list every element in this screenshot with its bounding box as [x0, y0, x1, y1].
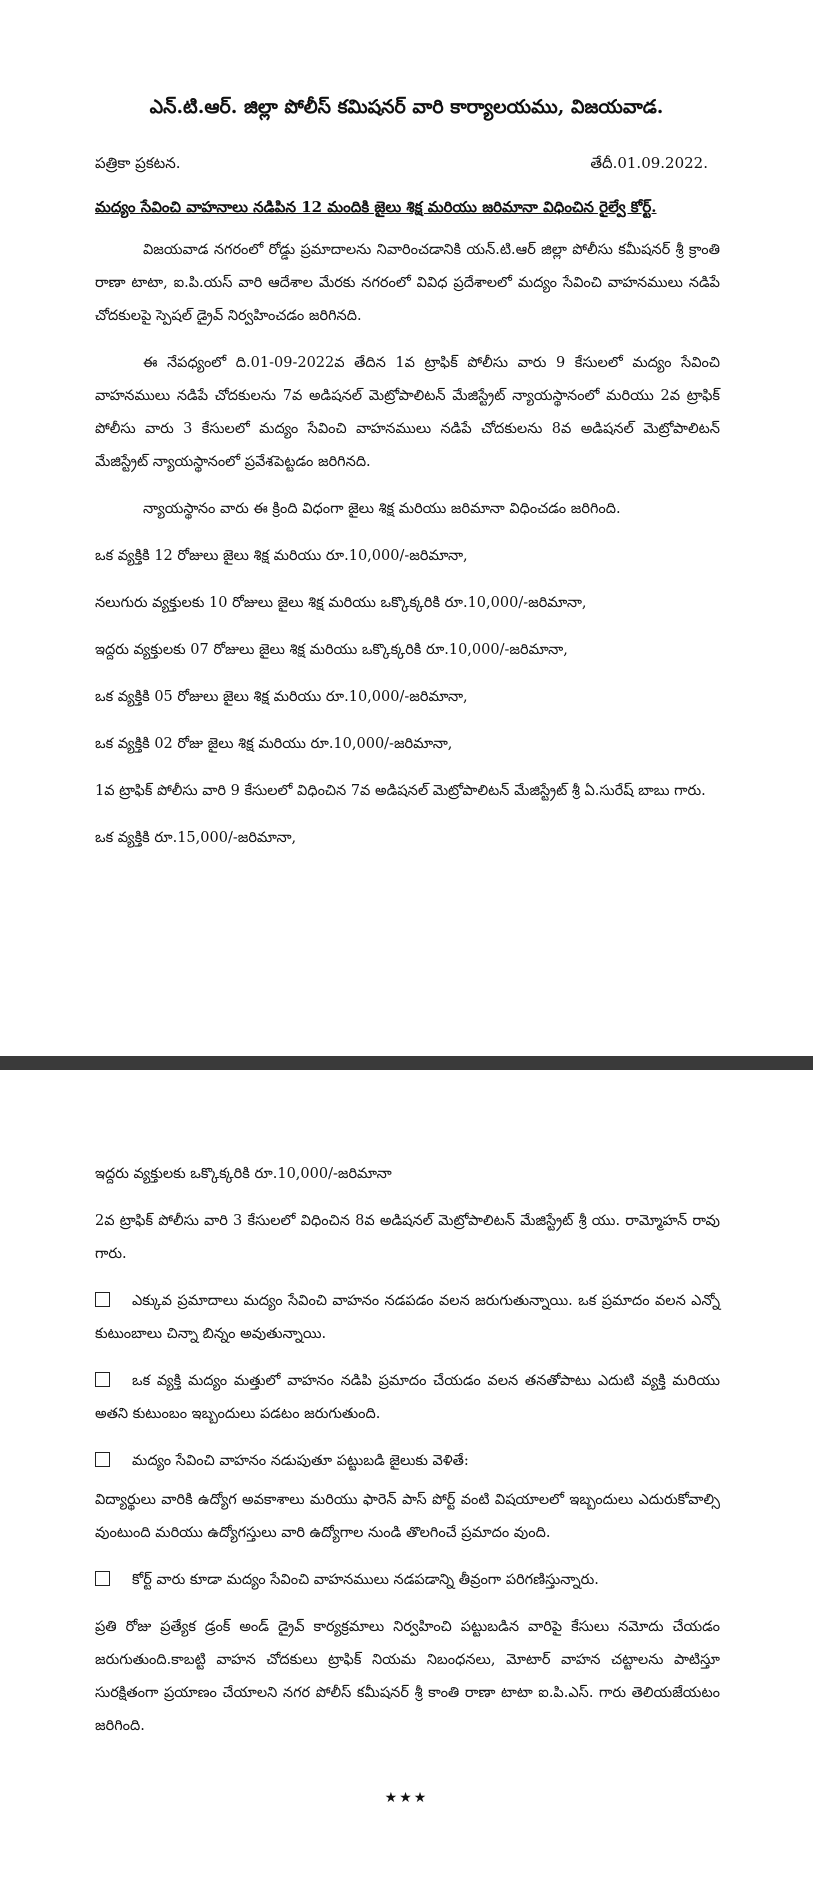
- sentence-line: ఒక వ్యక్తికి 02 రోజు జైలు శిక్ష మరియు రూ.10,000/-జరిమానా,: [95, 736, 453, 752]
- magistrate-one-line: 1వ ట్రాఫిక్ పోలీసు వారి 9 కేసులలో విధించిన 7వ అడిషనల్ మెట్రోపాలిటన్ మేజిస్ట్రేట్ శ్రీ ఏ.సురేష్ బాబు గారు.: [95, 783, 706, 799]
- bullet-item: [95, 1365, 720, 1431]
- page-two: [0, 1070, 813, 1891]
- page-two-body: [95, 1158, 720, 1743]
- fine-line: ఇద్దరు వ్యక్తులకు ఒక్కొక్కరికి రూ.10,000/-జరిమానా: [95, 1166, 392, 1182]
- end-stars: ★★★: [384, 1790, 429, 1806]
- release-date: తేదీ.01.09.2022.: [590, 154, 708, 172]
- fine-line: ఒక వ్యక్తికి రూ.15,000/-జరిమానా,: [95, 830, 297, 846]
- checkbox-bullet-icon: [95, 1452, 110, 1467]
- press-release-label: పత్రికా ప్రకటన.: [95, 154, 181, 172]
- bullet-text: ఎక్కువ ప్రమాదాలు మద్యం సేవించి వాహనం నడపడం వలన జరుగుతున్నాయి. ఒక ప్రమాదం వలన ఎన్నో కుటుంబాలు చిన్నా బిన్నం అవుతున్నాయి.: [95, 1293, 720, 1342]
- magistrate-two-line: 2వ ట్రాఫిక్ పోలీసు వారి 3 కేసులలో విధించిన 8వ అడిషనల్ మెట్రోపాలిటన్ మేజిస్ట్రేట్ శ్రీ యు. రామ్మోహన్ రావు గారు.: [95, 1213, 720, 1262]
- bullet-text: ఒక వ్యక్తి మద్యం మత్తులో వాహనం నడిపి ప్రమాదం చేయడం వలన తనతోపాటు ఎదుటి వ్యక్తి మరియు అతని కుటుంబం ఇబ్బందులు పడటం జరుగుతుంది.: [95, 1373, 720, 1422]
- bullet-text: మద్యం సేవించి వాహనం నడుపుతూ పట్టుబడి జైలుకు వెళితే:: [132, 1453, 469, 1469]
- page-divider: [0, 1056, 813, 1070]
- bullet-item: [95, 1564, 720, 1597]
- bullet-item: [95, 1445, 720, 1478]
- bullet-item: [95, 1285, 720, 1351]
- bullet-detail: విద్యార్థులు వారికి ఉద్యోగ అవకాశాలు మరియు ఫారెన్ పాస్ పోర్ట్ వంటి విషయాలలో ఇబ్బందులు ఎదురుకోవాల్సి వుంటుంది మరియు ఉద్యోగస్తులు వారి ఉద్యోగాల నుండి తొలగించే ప్రమాదం వుంది.: [95, 1492, 720, 1541]
- intro-paragraph: విజయవాడ నగరంలో రోడ్డు ప్రమాదాలను నివారించడానికి యన్.టి.ఆర్ జిల్లా పోలీసు కమీషనర్ శ్రీ క్రాంతి రాణా టాటా, ఐ.పి.యస్ వారి ఆదేశాల మేరకు నగరంలో వివిధ ప్రదేశాలలో మద్యం సేవించి వాహనములు నడిపే చోదకులపై స్పెషల్ డ్రైవ్ నిర్వహించడం జరిగినది.: [95, 242, 720, 324]
- office-heading: ఎన్.టి.ఆర్. జిల్లా పోలీస్ కమిషనర్ వారి కార్యాలయము, విజయవాడ.: [149, 96, 664, 118]
- sentence-line: ఒక వ్యక్తికి 05 రోజులు జైలు శిక్ష మరియు రూ.10,000/-జరిమానా,: [95, 689, 468, 705]
- sentencing-intro: న్యాయస్థానం వారు ఈ క్రింది విధంగా జైలు శిక్ష మరియు జరిమానా విధించడం జరిగింది.: [143, 501, 621, 517]
- sentence-line: నలుగురు వ్యక్తులకు 10 రోజులు జైలు శిక్ష మరియు ఒక్కొక్కరికి రూ.10,000/-జరిమానా,: [95, 595, 587, 611]
- checkbox-bullet-icon: [95, 1372, 110, 1387]
- cases-paragraph: ఈ నేపధ్యంలో ది.01-09-2022వ తేదిన 1వ ట్రాఫిక్ పోలీసు వారు 9 కేసులలో మద్యం సేవించి వాహనములు నడిపే చోదకులను 7వ అడిషనల్ మెట్రోపాలిటన్ మేజిస్ట్రేట్ న్యాయస్థానంలో మరియు 2వ ట్రాఫిక్ పోలీసు వారు 3 కేసులలో మద్యం సేవించి వాహనములు నడిపే చోదకులను 8వ అడిషనల్ మెట్రోపాలిటన్ మేజిస్ట్రేట్ న్యాయస్థానంలో ప్రవేశపెట్టడం జరిగినది.: [95, 355, 720, 470]
- page-one-body: [95, 234, 720, 855]
- closing-paragraph: ప్రతి రోజు ప్రత్యేక డ్రంక్ అండ్ డ్రైవ్ కార్యక్రమాలు నిర్వహించి పట్టుబడిన వారిపై కేసులు నమోదు చేయడం జరుగుతుంది.కాబట్టి వాహన చోదకులు ట్రాఫిక్ నియమ నిబంధనలు, మోటార్ వాహన చట్టాలను పాటిస్తూ సురక్షితంగా ప్రయాణం చేయాలని నగర పోలీస్ కమీషనర్ శ్రీ కాంతి రాణా టాటా ఐ.పి.ఎస్. గారు తెలియజేయటం జరిగింది.: [95, 1619, 720, 1734]
- sentence-line: ఇద్దరు వ్యక్తులకు 07 రోజులు జైలు శిక్ష మరియు ఒక్కొక్కరికి రూ.10,000/-జరిమానా,: [95, 642, 568, 658]
- bullet-text: కోర్ట్ వారు కూడా మద్యం సేవించి వాహనములు నడపడాన్ని తీవ్రంగా పరిగణిస్తున్నారు.: [132, 1572, 599, 1588]
- checkbox-bullet-icon: [95, 1571, 110, 1586]
- news-subheading: మద్యం సేవించి వాహనాలు నడిపిన 12 మందికి జైలు శిక్ష మరియు జరిమానా విధించిన రైల్వే కోర్ట్.: [95, 198, 657, 216]
- checkbox-bullet-icon: [95, 1292, 110, 1307]
- sentence-line: ఒక వ్యక్తికి 12 రోజులు జైలు శిక్ష మరియు రూ.10,000/-జరిమానా,: [95, 548, 468, 564]
